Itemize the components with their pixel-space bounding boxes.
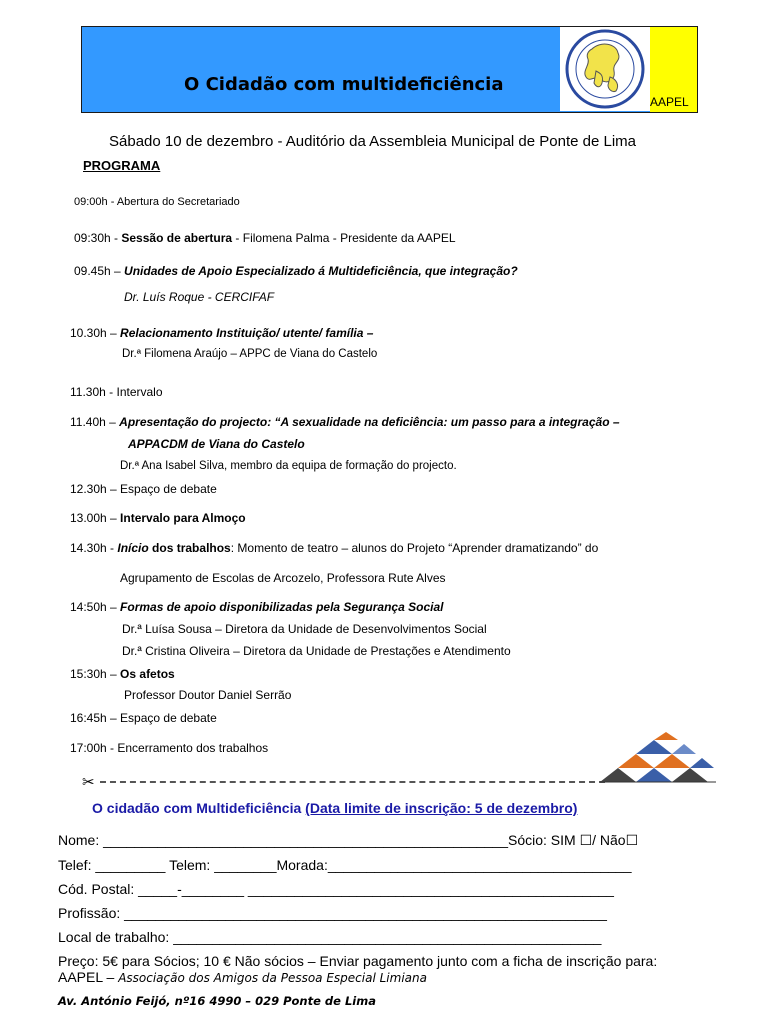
address-line: Av. António Feijó, nº16 4990 – 029 Ponte de Lima xyxy=(58,994,376,1008)
schedule-item: 10.30h – Relacionamento Instituição/ utente/ família – xyxy=(70,326,374,340)
logo-caption: AAPEL xyxy=(650,95,689,109)
schedule-item: 14:50h – Formas de apoio disponibilizadas pela Segurança Social xyxy=(70,600,444,614)
schedule-item: 11.30h - Intervalo xyxy=(70,385,163,399)
kites-decoration xyxy=(596,730,718,786)
schedule-item: 17:00h - Encerramento dos trabalhos xyxy=(70,741,269,755)
schedule-item-continued: Agrupamento de Escolas de Arcozelo, Professora Rute Alves xyxy=(120,571,446,585)
cut-line xyxy=(100,781,605,783)
scissors-icon: ✂ xyxy=(82,774,95,791)
workplace-field[interactable]: Local de trabalho: _______________________________________________________ xyxy=(58,929,602,945)
schedule-item: 09:00h - Abertura do Secretariado xyxy=(74,196,240,208)
schedule-item: 12.30h – Espaço de debate xyxy=(70,482,217,496)
phone-field[interactable]: Telef: _________ Telem: ________Morada:_______________________________________ xyxy=(58,857,632,873)
profession-field[interactable]: Profissão: ______________________________________________________________ xyxy=(58,905,607,921)
schedule-speaker: Dr.ª Luísa Sousa – Diretora da Unidade de Desenvolvimentos Social xyxy=(122,622,487,636)
registration-title: O cidadão com Multideficiência (Data limite de inscrição: 5 de dezembro) xyxy=(92,800,578,816)
schedule-item-continued: APPACDM de Viana do Castelo xyxy=(128,437,305,451)
schedule-speaker: Professor Doutor Daniel Serrão xyxy=(124,688,292,702)
schedule-item: 14.30h - Início dos trabalhos: Momento de teatro – alunos do Projeto “Aprender dramatizando” do xyxy=(70,541,599,555)
postal-code-field[interactable]: Cód. Postal: _____-________ _______________________________________________ xyxy=(58,881,614,897)
schedule-item: 09.45h – Unidades de Apoio Especializado á Multideficiência, que integração? xyxy=(74,264,518,278)
schedule-item: 13.00h – Intervalo para Almoço xyxy=(70,511,246,525)
schedule-item: 16:45h – Espaço de debate xyxy=(70,711,217,725)
price-text: Preço: 5€ para Sócios; 10 € Não sócios – Enviar pagamento junto com a ficha de inscrição para: xyxy=(58,953,658,969)
name-field[interactable]: Nome: ____________________________________________________Sócio: SIM ☐/ Não☐ xyxy=(58,832,639,848)
schedule-speaker: Dr.ª Filomena Araújo – APPC de Viana do Castelo xyxy=(122,348,378,360)
schedule-speaker: Dr.ª Cristina Oliveira – Diretora da Unidade de Prestações e Atendimento xyxy=(122,644,511,658)
programa-heading: PROGRAMA xyxy=(83,158,161,173)
schedule-item: 09:30h - Sessão de abertura - Filomena Palma - Presidente da AAPEL xyxy=(74,231,456,245)
schedule-item: 15:30h – Os afetos xyxy=(70,667,175,681)
schedule-item: 11.40h – Apresentação do projecto: “A sexualidade na deficiência: um passo para a integração – xyxy=(70,415,620,429)
schedule-speaker: Dr. Luís Roque - CERCIFAF xyxy=(124,290,275,304)
event-subtitle: Sábado 10 de dezembro - Auditório da Assembleia Municipal de Ponte de Lima xyxy=(109,133,636,150)
aapel-logo xyxy=(560,27,650,111)
page-title: O Cidadão com multideficiência xyxy=(184,74,504,95)
deadline-link[interactable]: (Data limite de inscrição: 5 de dezembro) xyxy=(305,800,578,816)
organization-line: AAPEL – Associação dos Amigos da Pessoa Especial Limiana xyxy=(58,969,427,985)
schedule-speaker: Dr.ª Ana Isabel Silva, membro da equipa de formação do projecto. xyxy=(120,460,457,472)
